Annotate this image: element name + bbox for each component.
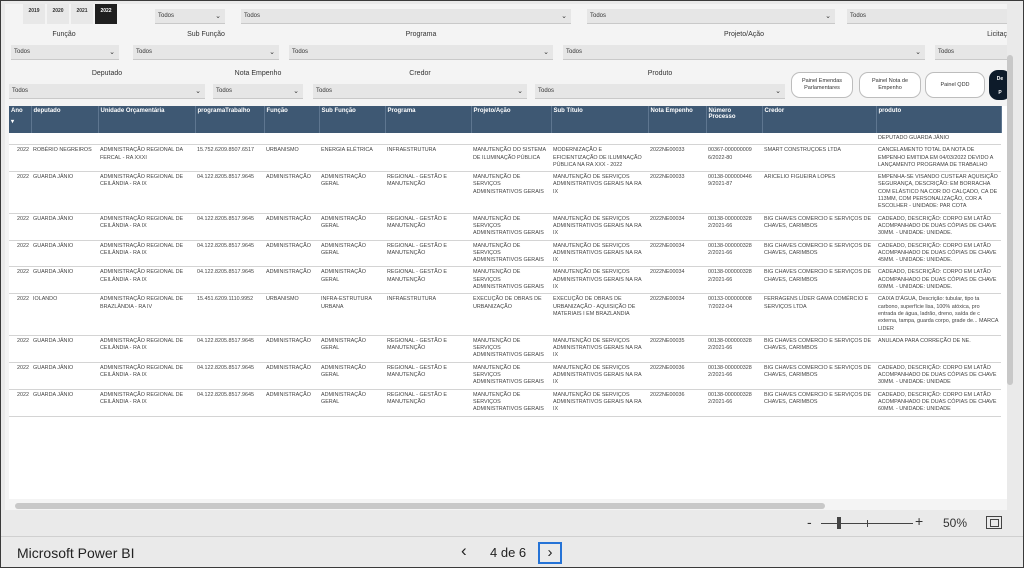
slicer-programa[interactable] [289, 45, 553, 60]
table-cell: BIG CHAVES COMERCIO E SERVIÇOS DE CHAVES, CARIMBOS [762, 240, 876, 267]
table-header-row [9, 106, 1001, 133]
fit-to-page-icon[interactable] [986, 516, 1002, 529]
table-cell: ADMINISTRAÇÃO [264, 267, 319, 294]
slicer-funcao[interactable] [11, 45, 119, 60]
slicer-title-credor: Credor [409, 70, 431, 77]
table-cell: 2022NE00034 [648, 240, 706, 267]
table-row[interactable] [9, 172, 1001, 213]
chevron-down-icon: ⌄ [269, 49, 275, 56]
table-cell: MANUTENÇÃO DE SERVIÇOS ADMINISTRATIVOS GERAIS NA RA IX [551, 213, 648, 240]
table-cell: REGIONAL - GESTÃO E MANUTENÇÃO [385, 213, 471, 240]
slicer-subfuncao[interactable] [133, 45, 279, 60]
table-cell: EMPENHA-SE VISANDO CUSTEAR AQUISIÇÃO SEGURANÇA, DESCRIÇÃO: EM BORRACHA COM ELÁSTICO NA COR DO CALÇADO, CA DE 113MM, COM PERSONALIZAÇÃO, COR A ESCOLHER - UNIDADE: PAR COTA [876, 172, 1001, 213]
table-cell: CADEADO, DESCRIÇÃO: CORPO EM LATÃO ACOMPANHADO DE DUAS CÓPIAS DE CHAVE 30MM. - UNIDADE: UNIDADE [876, 362, 1001, 389]
table-cell: 15.752.6209.8507.6517 [195, 145, 264, 172]
slicer-title-deputado: Deputado [91, 70, 123, 77]
slicer-title-programa: Programa [405, 31, 437, 38]
table-row-partial [9, 133, 1001, 145]
chevron-down-icon: ⌄ [109, 49, 115, 56]
table-cell: 00138-000000328 2/2021-66 [706, 267, 762, 294]
year-tabs [23, 4, 119, 26]
table-cell: ADMINISTRAÇÃO GERAL [319, 362, 385, 389]
table-row[interactable] [9, 389, 1001, 416]
report-canvas [5, 4, 1007, 510]
table-cell: GUARDA JÂNIO [31, 335, 98, 362]
slicer-empenho[interactable] [213, 84, 303, 99]
column-header-programa-trabalho[interactable]: programaTrabalho [195, 106, 264, 133]
slicer-projeto-value: Todos [566, 49, 583, 55]
table-cell: 2022NE00033 [648, 172, 706, 213]
table-cell: ADMINISTRAÇÃO GERAL [319, 172, 385, 213]
table-cell: REGIONAL - GESTÃO E MANUTENÇÃO [385, 362, 471, 389]
zoom-out-button[interactable]: - [807, 514, 812, 530]
table-cell: ADMINISTRAÇÃO REGIONAL DE CEILÂNDIA - RA IX [98, 335, 195, 362]
chevron-down-icon: ⌄ [543, 49, 549, 56]
table-cell: ADMINISTRAÇÃO [264, 389, 319, 416]
table-cell: 2022NE00034 [648, 213, 706, 240]
chevron-down-icon: ⌄ [915, 49, 921, 56]
table-cell: GUARDA JÂNIO [31, 389, 98, 416]
table-cell: 2022NE00036 [648, 389, 706, 416]
next-page-button[interactable]: › [538, 542, 562, 564]
table-row[interactable] [9, 145, 1001, 172]
table-cell: BIG CHAVES COMERCIO E SERVIÇOS DE CHAVES, CARIMBOS [762, 213, 876, 240]
table-row[interactable] [9, 267, 1001, 294]
table-cell: GUARDA JÂNIO [31, 213, 98, 240]
chevron-down-icon: ⌄ [775, 88, 781, 95]
table-cell: 2022NE00036 [648, 362, 706, 389]
table-cell: BIG CHAVES COMERCIO E SERVIÇOS DE CHAVES, CARIMBOS [762, 389, 876, 416]
table-cell: ANULADA PARA CORREÇÃO DE NE. [876, 335, 1001, 362]
table-row[interactable] [9, 240, 1001, 267]
painel-emendas-button[interactable]: Painel Emendas Parlamentares [791, 72, 853, 98]
table-cell: 04.122.8205.8517.9645 [195, 362, 264, 389]
footer-bar [1, 536, 1023, 568]
table-cell: 2022 [9, 362, 31, 389]
table-cell: 00138-000000328 2/2021-66 [706, 389, 762, 416]
vertical-scrollbar[interactable] [1007, 55, 1013, 385]
table-cell: 2022 [9, 294, 31, 335]
table-cell: 15.451.6209.1110.9952 [195, 294, 264, 335]
column-header-produto[interactable]: produto [876, 106, 1001, 133]
table-cell: MANUTENÇÃO DE SERVIÇOS ADMINISTRATIVOS GERAIS NA RA IX [551, 267, 648, 294]
table-cell: CAIXA D'ÁGUA, Descrição: tubular, tipo ta carbono, superfície lisa, 100% atóxica, pro entrada de água, ladrão, dreno, saída de c externa, tampa, guarda corpo, grade de... MARCA LIDER [876, 294, 1001, 335]
column-header-unidade[interactable]: Unidade Orçamentária [98, 106, 195, 133]
zoom-bar [1, 511, 1023, 535]
table-cell: ADMINISTRAÇÃO [264, 172, 319, 213]
chevron-down-icon: ⌄ [215, 13, 221, 20]
table-cell: 04.122.8205.8517.9645 [195, 335, 264, 362]
slicer-dropdown-3-value: Todos [590, 13, 607, 19]
slicer-title-subfuncao: Sub Função [187, 31, 225, 38]
table-cell: 2022 [9, 335, 31, 362]
slicer-produto[interactable] [535, 84, 785, 99]
data-table [9, 106, 1007, 499]
table-cell: FERRAGENS LÍDER GAMA COMÉRCIO E SERVIÇOS LTDA [762, 294, 876, 335]
table-cell: ADMINISTRAÇÃO REGIONAL DE BRAZLÂNDIA - RA IV [98, 294, 195, 335]
slicer-deputado[interactable] [9, 84, 205, 99]
slicer-dropdown-4[interactable] [847, 9, 1007, 24]
column-header-ano-label: Ano [11, 108, 23, 114]
painel-dark-button-line2: P [998, 90, 1002, 96]
column-header-subtitulo[interactable]: Sub Título [551, 106, 648, 133]
slicer-deputado-value: Todos [12, 88, 29, 94]
table-cell: MANUTENÇÃO DE SERVIÇOS ADMINISTRATIVOS GERAIS NA RA IX [551, 172, 648, 213]
slicer-dropdown-2-value: Todos [244, 13, 261, 19]
table-cell: MANUTENÇÃO DE SERVIÇOS ADMINISTRATIVOS GERAIS [471, 172, 551, 213]
table-cell: MANUTENÇÃO DE SERVIÇOS ADMINISTRATIVOS GERAIS [471, 335, 551, 362]
table-cell: ADMINISTRAÇÃO REGIONAL DE CEILÂNDIA - RA IX [98, 213, 195, 240]
table-row[interactable] [9, 294, 1001, 335]
table-cell: ADMINISTRAÇÃO REGIONAL DE CEILÂNDIA - RA IX [98, 267, 195, 294]
table-cell: ENERGIA ELÉTRICA [319, 145, 385, 172]
painel-qdd-button[interactable]: Painel QDD [925, 72, 985, 98]
table-cell: 04.122.8205.8517.9645 [195, 389, 264, 416]
slicer-title-funcao: Função [52, 31, 76, 38]
table-row[interactable] [9, 335, 1001, 362]
slicer-subfuncao-value: Todos [136, 49, 153, 55]
table-row[interactable] [9, 362, 1001, 389]
chevron-down-icon: ⌄ [561, 13, 567, 20]
table-cell: BIG CHAVES COMERCIO E SERVIÇOS DE CHAVES, CARIMBOS [762, 267, 876, 294]
table-cell: REGIONAL - GESTÃO E MANUTENÇÃO [385, 335, 471, 362]
year-tab-2022[interactable]: 2022 [95, 4, 117, 24]
column-header-credor[interactable]: Credor [762, 106, 876, 133]
table-cell: BIG CHAVES COMERCIO E SERVIÇOS DE CHAVES, CARIMBOS [762, 335, 876, 362]
table-cell: ADMINISTRAÇÃO REGIONAL DA FERCAL - RA XXXI [98, 145, 195, 172]
column-header-programa[interactable]: Programa [385, 106, 471, 133]
column-header-ano[interactable] [9, 106, 31, 133]
table-cell: ADMINISTRAÇÃO GERAL [319, 213, 385, 240]
table-cell: MANUTENÇÃO DE SERVIÇOS ADMINISTRATIVOS GERAIS NA RA IX [551, 362, 648, 389]
table-cell: GUARDA JÂNIO [31, 267, 98, 294]
table-cell: URBANISMO [264, 294, 319, 335]
table-cell: ADMINISTRAÇÃO GERAL [319, 389, 385, 416]
table-cell: ADMINISTRAÇÃO GERAL [319, 267, 385, 294]
table-cell: ADMINISTRAÇÃO [264, 213, 319, 240]
table-cell: URBANISMO [264, 145, 319, 172]
power-bi-brand[interactable]: Microsoft Power BI [17, 545, 135, 561]
table-cell: GUARDA JÂNIO [31, 172, 98, 213]
table-cell: 04.122.8205.8517.9645 [195, 240, 264, 267]
table-cell: ADMINISTRAÇÃO GERAL [319, 335, 385, 362]
chevron-down-icon: ⌄ [825, 13, 831, 20]
table-row[interactable] [9, 213, 1001, 240]
table-cell: 04.122.8205.8517.9645 [195, 213, 264, 240]
slicer-title-produto: Produto [647, 70, 673, 77]
table-cell: REGIONAL - GESTÃO E MANUTENÇÃO [385, 172, 471, 213]
table-cell: 2022NE00034 [648, 267, 706, 294]
year-tab-2019[interactable]: 2019 [23, 4, 45, 24]
table-cell: MANUTENÇÃO DE SERVIÇOS ADMINISTRATIVOS GERAIS [471, 362, 551, 389]
zoom-slider-thumb[interactable] [837, 517, 841, 529]
slicer-title-empenho: Nota Empenho [234, 70, 282, 77]
column-header-deputado[interactable]: deputado [31, 106, 98, 133]
table-cell: CADEADO, DESCRIÇÃO: CORPO EM LATÃO ACOMPANHADO DE DUAS CÓPIAS DE CHAVE 45MM. - UNIDADE: UNIDADE. [876, 240, 1001, 267]
table-cell: 00367-000000009 6/2022-80 [706, 145, 762, 172]
table-cell: 2022NE00033 [648, 145, 706, 172]
slicer-funcao-value: Todos [14, 49, 31, 55]
table-cell: 2022 [9, 389, 31, 416]
table-cell: ADMINISTRAÇÃO GERAL [319, 240, 385, 267]
table-cell: 2022 [9, 145, 31, 172]
slicer-title-projeto: Projeto/Ação [723, 31, 765, 38]
table-cell: 00138-000000328 2/2021-66 [706, 213, 762, 240]
table-cell: GUARDA JÂNIO [31, 362, 98, 389]
table-cell: CADEADO, DESCRIÇÃO: CORPO EM LATÃO ACOMPANHADO DE DUAS CÓPIAS DE CHAVE 60MM. - UNIDADE: UNIDADE [876, 389, 1001, 416]
slicer-dropdown-4-value: Todos [850, 13, 867, 19]
table-cell: MANUTENÇÃO DE SERVIÇOS ADMINISTRATIVOS GERAIS [471, 267, 551, 294]
table-cell: INFRAESTRUTURA [385, 145, 471, 172]
year-tab-2020[interactable]: 2020 [47, 4, 69, 24]
previous-page-button[interactable]: ‹ [461, 541, 467, 560]
table-cell: 2022 [9, 240, 31, 267]
table-cell: 2022 [9, 172, 31, 213]
table-cell: ADMINISTRAÇÃO REGIONAL DE CEILÂNDIA - RA IX [98, 389, 195, 416]
table-cell: 2022NE00035 [648, 335, 706, 362]
painel-dark-button[interactable] [989, 70, 1007, 100]
chevron-down-icon: ⌄ [195, 88, 201, 95]
slicer-credor-value: Todos [316, 88, 333, 94]
table-cell: REGIONAL - GESTÃO E MANUTENÇÃO [385, 389, 471, 416]
table-cell: 2022NE00034 [648, 294, 706, 335]
slicer-title-licitacao: Licitaç [987, 31, 1007, 38]
slicer-licitacao-value: Todos [938, 49, 955, 55]
painel-nota-empenho-button[interactable]: Painel Nota de Empenho [859, 72, 921, 98]
table-cell: MANUTENÇÃO DE SERVIÇOS ADMINISTRATIVOS GERAIS NA RA IX [551, 335, 648, 362]
table-cell: 04.122.8205.8517.9645 [195, 172, 264, 213]
table-cell: DEPUTADO GUARDA JÂNIO [876, 133, 1001, 145]
year-tab-2021[interactable]: 2021 [71, 4, 93, 24]
slicer-licitacao[interactable] [935, 45, 1007, 60]
table-cell: EXECUÇÃO DE OBRAS DE URBANIZAÇÃO [471, 294, 551, 335]
table-cell: CADEADO, DESCRIÇÃO: CORPO EM LATÃO ACOMPANHADO DE DUAS CÓPIAS DE CHAVE 60MM. - UNIDADE: UNIDADE. [876, 267, 1001, 294]
table-cell: MANUTENÇÃO DO SISTEMA DE ILUMINAÇÃO PÚBLICA [471, 145, 551, 172]
table-cell: ADMINISTRAÇÃO [264, 362, 319, 389]
zoom-slider-tick [867, 520, 868, 527]
chevron-down-icon: ⌄ [293, 88, 299, 95]
zoom-in-button[interactable]: + [915, 513, 924, 529]
column-header-projeto[interactable]: Projeto/Ação [471, 106, 551, 133]
table-cell: CANCELAMENTO TOTAL DA NOTA DE EMPENHO EMITIDA EM 04/03/2022 DEVIDO A LANÇAMENTO PROGRAMA DE TRABALHO [876, 145, 1001, 172]
painel-dark-button-line1: De [996, 76, 1004, 82]
slicer-empenho-value: Todos [216, 88, 233, 94]
table-cell: EXECUÇÃO DE OBRAS DE URBANIZAÇÃO - AQUISIÇÃO DE MATERIAIS I EM BRAZLANDIA [551, 294, 648, 335]
table-cell: INFRA-ESTRUTURA URBANA [319, 294, 385, 335]
table-cell: ADMINISTRAÇÃO [264, 335, 319, 362]
column-header-funcao[interactable]: Função [264, 106, 319, 133]
table-cell: MANUTENÇÃO DE SERVIÇOS ADMINISTRATIVOS GERAIS [471, 213, 551, 240]
table-cell: MODERNIZAÇÃO E EFICIENTIZAÇÃO DE ILUMINAÇÃO PÚBLICA NA RA XXX - 2022 [551, 145, 648, 172]
table-cell: ADMINISTRAÇÃO [264, 240, 319, 267]
table-cell: CADEADO, DESCRIÇÃO: CORPO EM LATÃO ACOMPANHADO DE DUAS CÓPIAS DE CHAVE 30MM. - UNIDADE: UNIDADE. [876, 213, 1001, 240]
slicer-dropdown-3[interactable] [587, 9, 835, 24]
slicer-dropdown-1[interactable] [155, 9, 225, 24]
table-cell: REGIONAL - GESTÃO E MANUTENÇÃO [385, 240, 471, 267]
table-cell: 00138-000000328 2/2021-66 [706, 362, 762, 389]
table-cell: 00138-000000446 9/2021-87 [706, 172, 762, 213]
column-header-numero-processo[interactable]: Número Processo [706, 106, 762, 133]
slicer-credor[interactable] [313, 84, 527, 99]
slicer-dropdown-1-value: Todos [158, 13, 175, 19]
table-cell: 04.122.8205.8517.9645 [195, 267, 264, 294]
slicer-projeto[interactable] [563, 45, 925, 60]
table-cell: 2022 [9, 267, 31, 294]
table-cell: MANUTENÇÃO DE SERVIÇOS ADMINISTRATIVOS GERAIS [471, 389, 551, 416]
table-cell: ARICELIO FIGUEIRA LOPES [762, 172, 876, 213]
table-cell: 00138-000000328 2/2021-66 [706, 240, 762, 267]
table-cell: INFRAESTRUTURA [385, 294, 471, 335]
table-cell: BIG CHAVES COMERCIO E SERVIÇOS DE CHAVES, CARIMBOS [762, 362, 876, 389]
zoom-percent: 50% [943, 516, 968, 530]
column-header-subfuncao[interactable]: Sub Função [319, 106, 385, 133]
table-cell: ADMINISTRAÇÃO REGIONAL DE CEILÂNDIA - RA IX [98, 362, 195, 389]
slicer-dropdown-2[interactable] [241, 9, 571, 24]
column-header-nota-empenho[interactable]: Nota Empenho [648, 106, 706, 133]
table-cell: 00133-000000008 7/2022-04 [706, 294, 762, 335]
page-indicator: 4 de 6 [490, 545, 527, 560]
table-cell: 00138-000000328 2/2021-66 [706, 335, 762, 362]
table-cell: ROBÉRIO NEGREIROS [31, 145, 98, 172]
table-cell: ADMINISTRAÇÃO REGIONAL DE CEILÂNDIA - RA IX [98, 172, 195, 213]
table-cell: GUARDA JÂNIO [31, 240, 98, 267]
table-cell: SMART CONSTRUÇOES LTDA [762, 145, 876, 172]
table-cell: MANUTENÇÃO DE SERVIÇOS ADMINISTRATIVOS GERAIS NA RA IX [551, 240, 648, 267]
table-cell: MANUTENÇÃO DE SERVIÇOS ADMINISTRATIVOS GERAIS [471, 240, 551, 267]
chevron-down-icon: ⌄ [517, 88, 523, 95]
slicer-produto-value: Todos [538, 88, 555, 94]
slicer-programa-value: Todos [292, 49, 309, 55]
table-cell: MANUTENÇÃO DE SERVIÇOS ADMINISTRATIVOS GERAIS NA RA IX [551, 389, 648, 416]
table-cell: ADMINISTRAÇÃO REGIONAL DE CEILÂNDIA - RA IX [98, 240, 195, 267]
table-cell: IOLANDO [31, 294, 98, 335]
horizontal-scrollbar[interactable] [15, 503, 825, 509]
table-cell: REGIONAL - GESTÃO E MANUTENÇÃO [385, 267, 471, 294]
sort-desc-icon[interactable]: ▾ [11, 119, 15, 125]
table-cell: 2022 [9, 213, 31, 240]
